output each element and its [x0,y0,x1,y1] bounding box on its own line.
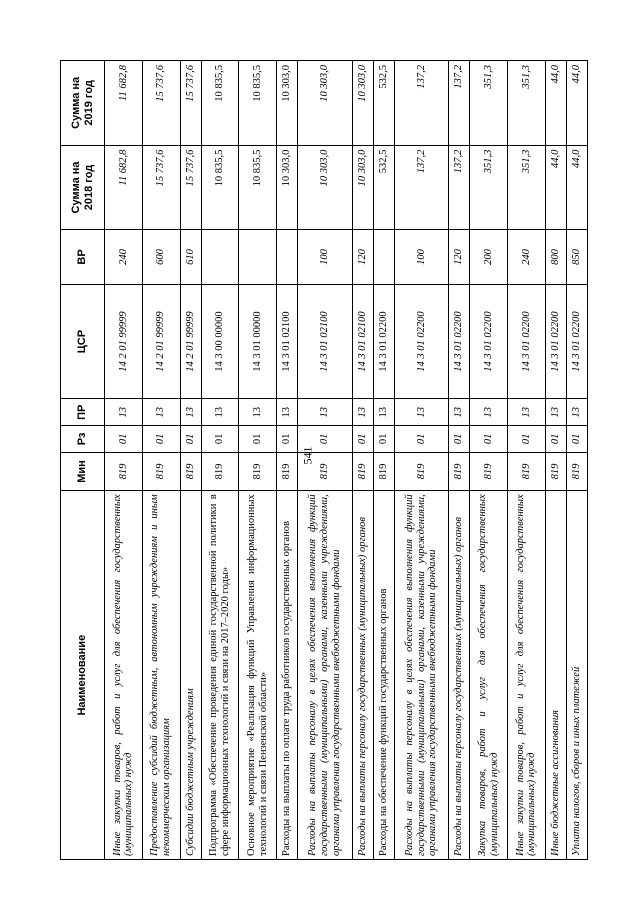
cell-sum2019: 10 303,0 [277,61,298,146]
cell-min: 819 [508,452,546,491]
table-row [277,61,298,860]
cell-csr: 14 3 01 02200 [566,284,587,399]
cell-vr: 100 [298,230,353,284]
cell-sum2018: 11 682,8 [105,145,143,230]
cell-pr: 13 [298,399,353,426]
cell-pr: 13 [545,399,566,426]
cell-min: 819 [373,452,394,491]
cell-sum2019: 11 682,8 [105,61,143,146]
cell-pr: 13 [470,399,508,426]
cell-rz: 01 [239,426,277,453]
cell-rz: 01 [449,426,470,453]
cell-csr: 14 2 01 99999 [142,284,180,399]
cell-sum2018: 10 303,0 [277,145,298,230]
cell-min: 819 [545,452,566,491]
cell-vr: 800 [545,230,566,284]
cell-sum2018: 10 303,0 [352,145,373,230]
cell-vr: 240 [508,230,546,284]
cell-vr [277,230,298,284]
cell-min: 819 [201,452,239,491]
cell-name: Иные закупки товаров, работ и услуг для обеспечения государственных (муниципальных) нужд [508,491,546,860]
cell-min: 819 [352,452,373,491]
cell-sum2019: 44,0 [545,61,566,146]
cell-pr: 13 [508,399,546,426]
header-sum-2018: Сумма на 2018 год [61,145,105,230]
cell-vr [201,230,239,284]
cell-name: Иные бюджетные ассигнования [545,491,566,860]
header-name: Наименование [61,491,105,860]
cell-name: Субсидии бюджетным учреждениям [180,491,201,860]
cell-sum2019: 10 835,5 [239,61,277,146]
cell-pr: 13 [352,399,373,426]
cell-sum2019: 137,2 [449,61,470,146]
cell-pr: 13 [105,399,143,426]
cell-pr: 13 [566,399,587,426]
cell-rz: 01 [352,426,373,453]
cell-csr: 14 3 01 02200 [394,284,449,399]
cell-csr: 14 3 01 02200 [449,284,470,399]
cell-name: Расходы на выплаты по оплате труда работников государственных органов [277,491,298,860]
cell-name: Уплата налогов, сборов и иных платежей [566,491,587,860]
cell-sum2019: 10 303,0 [298,61,353,146]
cell-csr: 14 2 01 99999 [180,284,201,399]
table-row [142,61,180,860]
cell-name: Расходы на выплаты персоналу государственных (муниципальных) органов [449,491,470,860]
table-row [394,61,449,860]
cell-pr: 13 [239,399,277,426]
cell-vr: 600 [142,230,180,284]
header-pr: ПР [61,399,105,426]
header-min: Мин [61,452,105,491]
cell-csr: 14 3 01 02200 [373,284,394,399]
cell-pr: 13 [394,399,449,426]
cell-csr: 14 3 00 00000 [201,284,239,399]
table-row [508,61,546,860]
cell-name: Расходы на выплаты персоналу государственных (муниципальных) органов [352,491,373,860]
budget-table [60,60,588,860]
cell-name: Предоставление субсидий бюджетным, автономным учреждениям и иным некоммерческим организациям [142,491,180,860]
cell-sum2019: 351,3 [508,61,546,146]
cell-csr: 14 3 01 02100 [298,284,353,399]
cell-sum2019: 351,3 [470,61,508,146]
table-row [566,61,587,860]
cell-sum2018: 15 737,6 [142,145,180,230]
cell-sum2018: 10 303,0 [298,145,353,230]
cell-pr: 13 [277,399,298,426]
cell-csr: 14 3 01 00000 [239,284,277,399]
cell-pr: 13 [449,399,470,426]
cell-sum2018: 10 835,5 [201,145,239,230]
cell-csr: 14 3 01 02200 [470,284,508,399]
cell-min: 819 [394,452,449,491]
cell-sum2019: 532,5 [373,61,394,146]
cell-sum2018: 137,2 [449,145,470,230]
cell-name: Расходы на обеспечение функций государственных органов [373,491,394,860]
cell-vr: 240 [105,230,143,284]
cell-rz: 01 [298,426,353,453]
table-body [105,61,588,860]
header-rz: Рз [61,426,105,453]
table-row [545,61,566,860]
cell-sum2018: 44,0 [545,145,566,230]
cell-pr: 13 [142,399,180,426]
cell-name: Расходы на выплаты персоналу в целях обеспечения выполнения функций государственными (муниципальными) органами, казенными учреждениями, органами управления государственными внебюджетными фондами [394,491,449,860]
cell-min: 819 [298,452,353,491]
cell-rz: 01 [394,426,449,453]
cell-name: Основное мероприятие «Реализация функций Управления информационных технологий и связи Пензенской области» [239,491,277,860]
cell-vr: 120 [449,230,470,284]
table-row [449,61,470,860]
table-header-row [61,61,105,860]
cell-name: Закупка товаров, работ и услуг для обеспечения государственных (муниципальных) нужд [470,491,508,860]
cell-csr: 14 3 01 02100 [352,284,373,399]
cell-pr: 13 [201,399,239,426]
table-row [373,61,394,860]
cell-csr: 14 3 01 02200 [508,284,546,399]
cell-sum2018: 351,3 [508,145,546,230]
table-row [105,61,143,860]
cell-rz: 01 [470,426,508,453]
cell-vr: 200 [470,230,508,284]
cell-csr: 14 3 01 02100 [277,284,298,399]
table-row [180,61,201,860]
cell-sum2019: 10 835,5 [201,61,239,146]
cell-sum2018: 351,3 [470,145,508,230]
cell-min: 819 [566,452,587,491]
cell-min: 819 [239,452,277,491]
cell-min: 819 [277,452,298,491]
cell-sum2018: 532,5 [373,145,394,230]
cell-vr: 120 [352,230,373,284]
cell-pr: 13 [373,399,394,426]
cell-sum2018: 10 835,5 [239,145,277,230]
page-number: 541 [300,446,315,465]
cell-csr: 14 3 01 02200 [545,284,566,399]
cell-vr [373,230,394,284]
cell-sum2018: 15 737,6 [180,145,201,230]
cell-rz: 01 [373,426,394,453]
cell-sum2019: 15 737,6 [180,61,201,146]
cell-rz: 01 [508,426,546,453]
table-row [470,61,508,860]
header-csr: ЦСР [61,284,105,399]
cell-rz: 01 [277,426,298,453]
cell-name: Расходы на выплаты персоналу в целях обеспечения выполнения функций государственными (муниципальными) органами, казенными учреждениями, органами управления государственными внебюджетными фондами [298,491,353,860]
table-row [298,61,353,860]
cell-vr: 100 [394,230,449,284]
cell-vr: 850 [566,230,587,284]
cell-rz: 01 [545,426,566,453]
cell-sum2019: 10 303,0 [352,61,373,146]
cell-min: 819 [142,452,180,491]
cell-sum2019: 15 737,6 [142,61,180,146]
cell-vr: 610 [180,230,201,284]
cell-rz: 01 [142,426,180,453]
cell-min: 819 [449,452,470,491]
cell-sum2018: 44,0 [566,145,587,230]
cell-rz: 01 [201,426,239,453]
cell-rz: 01 [180,426,201,453]
table-row [352,61,373,860]
cell-csr: 14 2 01 99999 [105,284,143,399]
budget-table-container [60,60,588,860]
cell-pr: 13 [180,399,201,426]
table-row [201,61,239,860]
cell-rz: 01 [105,426,143,453]
table-row [239,61,277,860]
cell-sum2019: 44,0 [566,61,587,146]
cell-sum2019: 137,2 [394,61,449,146]
cell-min: 819 [470,452,508,491]
cell-name: Иные закупки товаров, работ и услуг для обеспечения государственных (муниципальных) нужд [105,491,143,860]
cell-vr [239,230,277,284]
cell-rz: 01 [566,426,587,453]
header-vr: ВР [61,230,105,284]
cell-min: 819 [180,452,201,491]
cell-name: Подпрограмма «Обеспечение проведения единой государственной политики в сфере информационных технологий и связи на 2017–2020 годы» [201,491,239,860]
header-sum-2019: Сумма на 2019 год [61,61,105,146]
cell-sum2018: 137,2 [394,145,449,230]
cell-min: 819 [105,452,143,491]
